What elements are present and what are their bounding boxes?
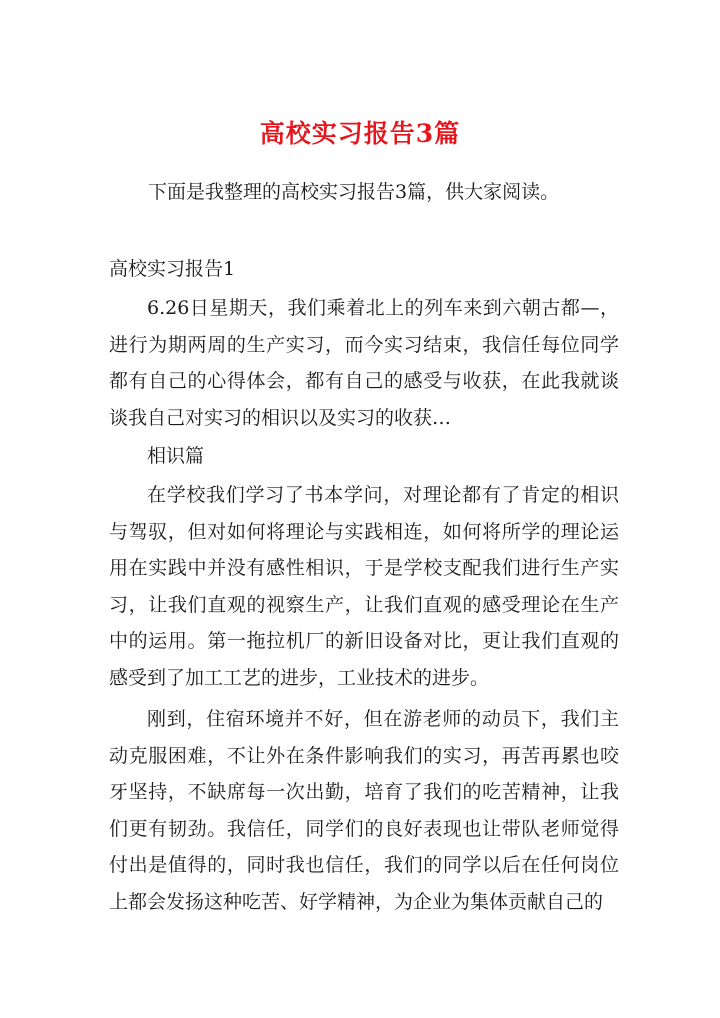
paragraph-2: 在学校我们学习了书本学问，对理论都有了肯定的相识与驾驭，但对如何将理论与实践相连，如何将所学的理论运用在实践中并没有感性相识，于是学校支配我们进行生产实习，让我们直观的视察生产，让我们直观的感受理论在生产中的运用。第一拖拉机厂的新旧设备对比，更让我们直观的感受到了加工工艺的进步，工业技术的进步。 xyxy=(109,484,619,689)
subheading-acquaintance: 相识篇 xyxy=(147,445,205,467)
section-heading: 高校实习报告1 xyxy=(109,258,236,280)
intro-text: 下面是我整理的高校实习报告3篇，供大家阅读。 xyxy=(148,181,560,203)
paragraph-3: 刚到，住宿环境并不好，但在游老师的动员下，我们主动克服困难，不让外在条件影响我们的实习，再苦再累也咬牙坚持，不缺席每一次出勤，培育了我们的吃苦精神，让我们更有韧劲。我信任，同学们的良好表现也让带队老师觉得付出是值得的，同时我也信任，我们的同学以后在任何岗位上都会发扬这种吃苦、好学精神，为企业为集体贡献自己的 xyxy=(109,708,619,913)
paragraph-1: 6.26日星期天，我们乘着北上的列车来到六朝古都—，进行为期两周的生产实习，而今实习结束，我信任每位同学都有自己的心得体会，都有自己的感受与收获，在此我就谈谈我自己对实习的相识以及实习的收获… xyxy=(109,297,619,429)
document-title: 高校实习报告3篇 xyxy=(259,119,461,148)
